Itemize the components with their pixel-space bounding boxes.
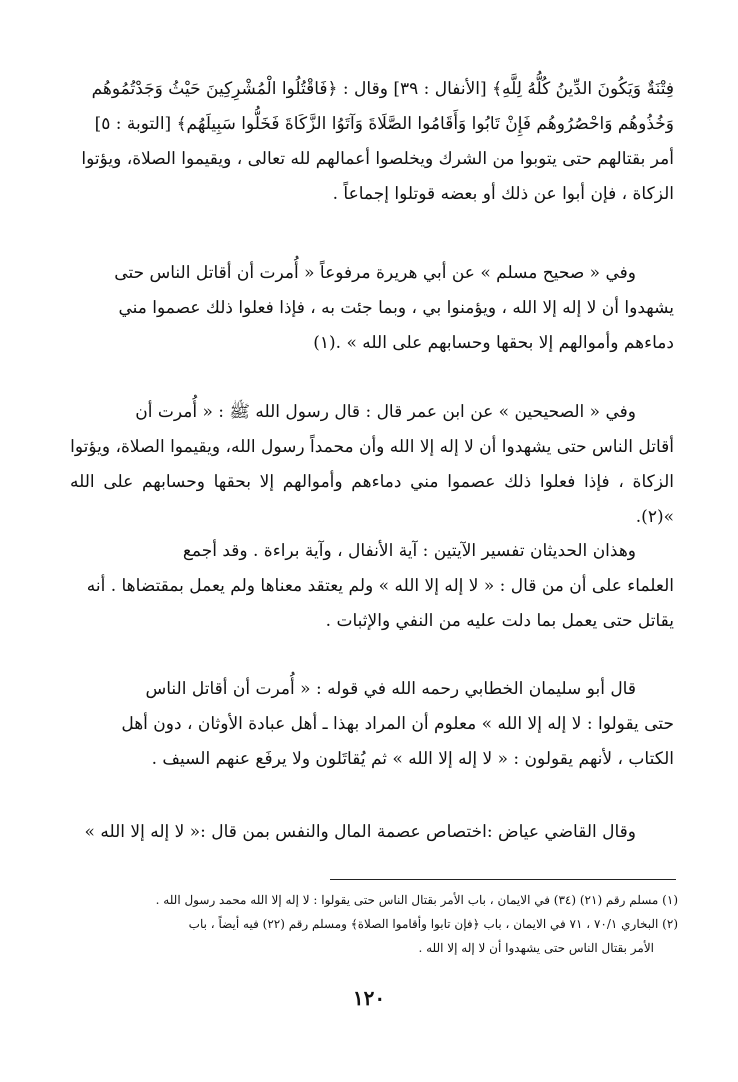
page-number: ١٢٠ — [352, 986, 386, 1010]
paragraph-khattabi-quote — [70, 672, 674, 777]
footnotes — [62, 888, 678, 960]
text-line: وقال القاضي عياض :اختصاص عصمة المال والنفس بمن قال :« لا إله إلا الله » — [84, 822, 636, 842]
text-line: الزكاة ، فإن أبوا عن ذلك أو بعضه قوتلوا إجماعاً . — [332, 184, 674, 204]
text-line: فِتْنَةٌ وَيَكُونَ الدِّينُ كُلُّهُ لِلَّهِ﴾ [الأنفال : ٣٩] وقال : ﴿فَاقْتُلُوا الْمُشْرِكِينَ حَيْثُ وَجَدْتُمُوهُم — [91, 79, 674, 99]
text-line: وفي « صحيح مسلم » عن أبي هريرة مرفوعاً « أُمرت أن أقاتل الناس حتى — [114, 263, 636, 283]
text-line: وهذان الحديثان تفسير الآيتين : آية الأنفال ، وآية براءة . وقد أجمع — [182, 541, 636, 561]
text-line: العلماء على أن من قال : « لا إله إلا الله » ولم يعتقد معناها ولم يعمل بمقتضاها . أنه — [86, 576, 674, 596]
paragraph-muslim-hadith — [70, 256, 674, 361]
text-line: يقاتل حتى يعمل بما دلت عليه من النفي والإثبات . — [325, 611, 674, 631]
paragraph-sahihayn-hadith — [70, 395, 674, 535]
paragraph-verse-commentary — [70, 72, 674, 212]
text-line: حتى يقولوا : لا إله إلا الله » معلوم أن المراد بهذا ـ أهل عبادة الأوثان ، دون أهل — [121, 714, 674, 734]
text-line: الكتاب ، لأنهم يقولون : « لا إله إلا الله » ثم يُقاتَلون ولا يرفَع عنهم السيف . — [151, 749, 674, 769]
text-line: الزكاة ، فإذا فعلوا ذلك عصموا مني دماءهم وأموالهم إلا بحقها وحسابهم على الله »(٢). — [70, 472, 674, 527]
text-line: وفي « الصحيحين » عن ابن عمر قال : قال رسول الله ﷺ : « أُمرت أن — [135, 402, 636, 422]
footnote-2: (٢) البخاري ٧٠/١ ، ٧١ في الايمان ، باب ﴿فإن تابوا وأقاموا الصلاة﴾ ومسلم رقم (٢٢) فيه أيضاً ، باب — [188, 917, 678, 931]
paragraph-two-hadiths-explanation — [70, 534, 674, 639]
text-line: دماءهم وأموالهم إلا بحقها وحسابهم على الله » .(١) — [313, 333, 674, 353]
footnote-divider — [330, 879, 676, 880]
text-line: أقاتل الناس حتى يشهدوا أن لا إله إلا الله وأن محمداً رسول الله، ويقيموا الصلاة، ويؤتوا — [70, 437, 674, 457]
text-line: يشهدوا أن لا إله إلا الله ، ويؤمنوا بي ، وبما جئت به ، فإذا فعلوا ذلك عصموا مني — [118, 298, 674, 318]
footnote-2-continuation: الأمر بقتال الناس حتى يشهدوا أن لا إله إلا الله . — [418, 941, 654, 955]
footnote-1: (١) مسلم رقم (٢١) (٣٤) في الايمان ، باب الأمر بقتال الناس حتى يقولوا : لا إله إلا الله محمد رسول الله . — [155, 893, 678, 907]
text-line: قال أبو سليمان الخطابي رحمه الله في قوله : « أُمرت أن أقاتل الناس — [145, 679, 636, 699]
text-line: وَخُذُوهُم وَاحْصُرُوهُم فَإِنْ تَابُوا وَأَقَامُوا الصَّلَاةَ وَآتَوُا الزَّكَاةَ فَخَلُّوا سَبِيلَهُم﴾ [التوبة : ٥] — [94, 114, 674, 134]
paragraph-qadi-iyad — [70, 815, 674, 850]
text-line: أمر بقتالهم حتى يتوبوا من الشرك ويخلصوا أعمالهم لله تعالى ، ويقيموا الصلاة، ويؤتوا — [81, 149, 674, 169]
